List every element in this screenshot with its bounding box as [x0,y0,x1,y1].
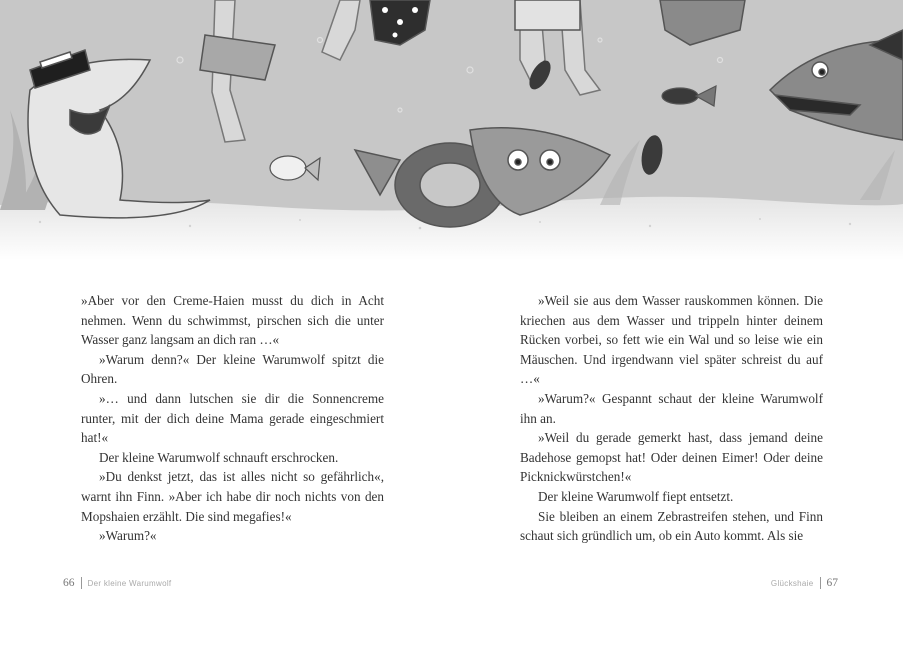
left-page-footer [63,577,171,589]
running-head: Glückshaie [770,578,814,588]
page-number: 67 [826,577,838,589]
right-page-text [520,291,823,546]
page-number: 66 [63,577,75,589]
underwater-illustration [0,0,903,260]
footer-divider [820,577,821,589]
paragraph: »Weil du gerade gemerkt hast, dass jemand deine Badehose gemopst hat! Oder deinen Eimer! Oder deine Picknickwürstchen!« [520,430,823,485]
left-page-text [81,291,384,546]
running-head: Der kleine Warumwolf [87,578,172,588]
paragraph: »Warum?« Gespannt schaut der kleine Warumwolf ihn an. [520,390,823,426]
paragraph: »Aber vor den Creme-Haien musst du dich in Acht nehmen. Wenn du schwimmst, pirschen sich die unter Wasser ganz langsam an dich ran …« [81,293,384,348]
paragraph: »Warum denn?« Der kleine Warumwolf spitzt die Ohren. [81,351,384,387]
paragraph: »… und dann lutschen sie dir die Sonnencreme runter, mit der dich deine Mama gerade eingeschmiert hat!« [81,390,384,446]
paragraph: Der kleine Warumwolf fiept entsetzt. [538,488,734,504]
paragraph: Der kleine Warumwolf schnauft erschrocken. [99,449,339,465]
footer-divider [81,577,82,589]
paragraph: Sie bleiben an einem Zebrastreifen stehen, und Finn schaut sich gründlich um, ob ein Auto kommt. Als sie [520,508,823,544]
paragraph: »Warum?« [99,528,157,544]
paragraph: »Weil sie aus dem Wasser rauskommen können. Die kriechen aus dem Wasser und trippeln hinter deinem Rücken vorbei, so fett wie ein Wal und so leise wie ein Mäuschen. Und irgendwann viel später schreist du auf …« [520,293,823,387]
paragraph: »Du denkst jetzt, das ist alles nicht so gefährlich«, warnt ihn Finn. »Aber ich habe dir noch nichts von den Mopshaien erzählt. Die sind megafies!« [81,469,384,524]
right-page-footer [771,577,838,589]
